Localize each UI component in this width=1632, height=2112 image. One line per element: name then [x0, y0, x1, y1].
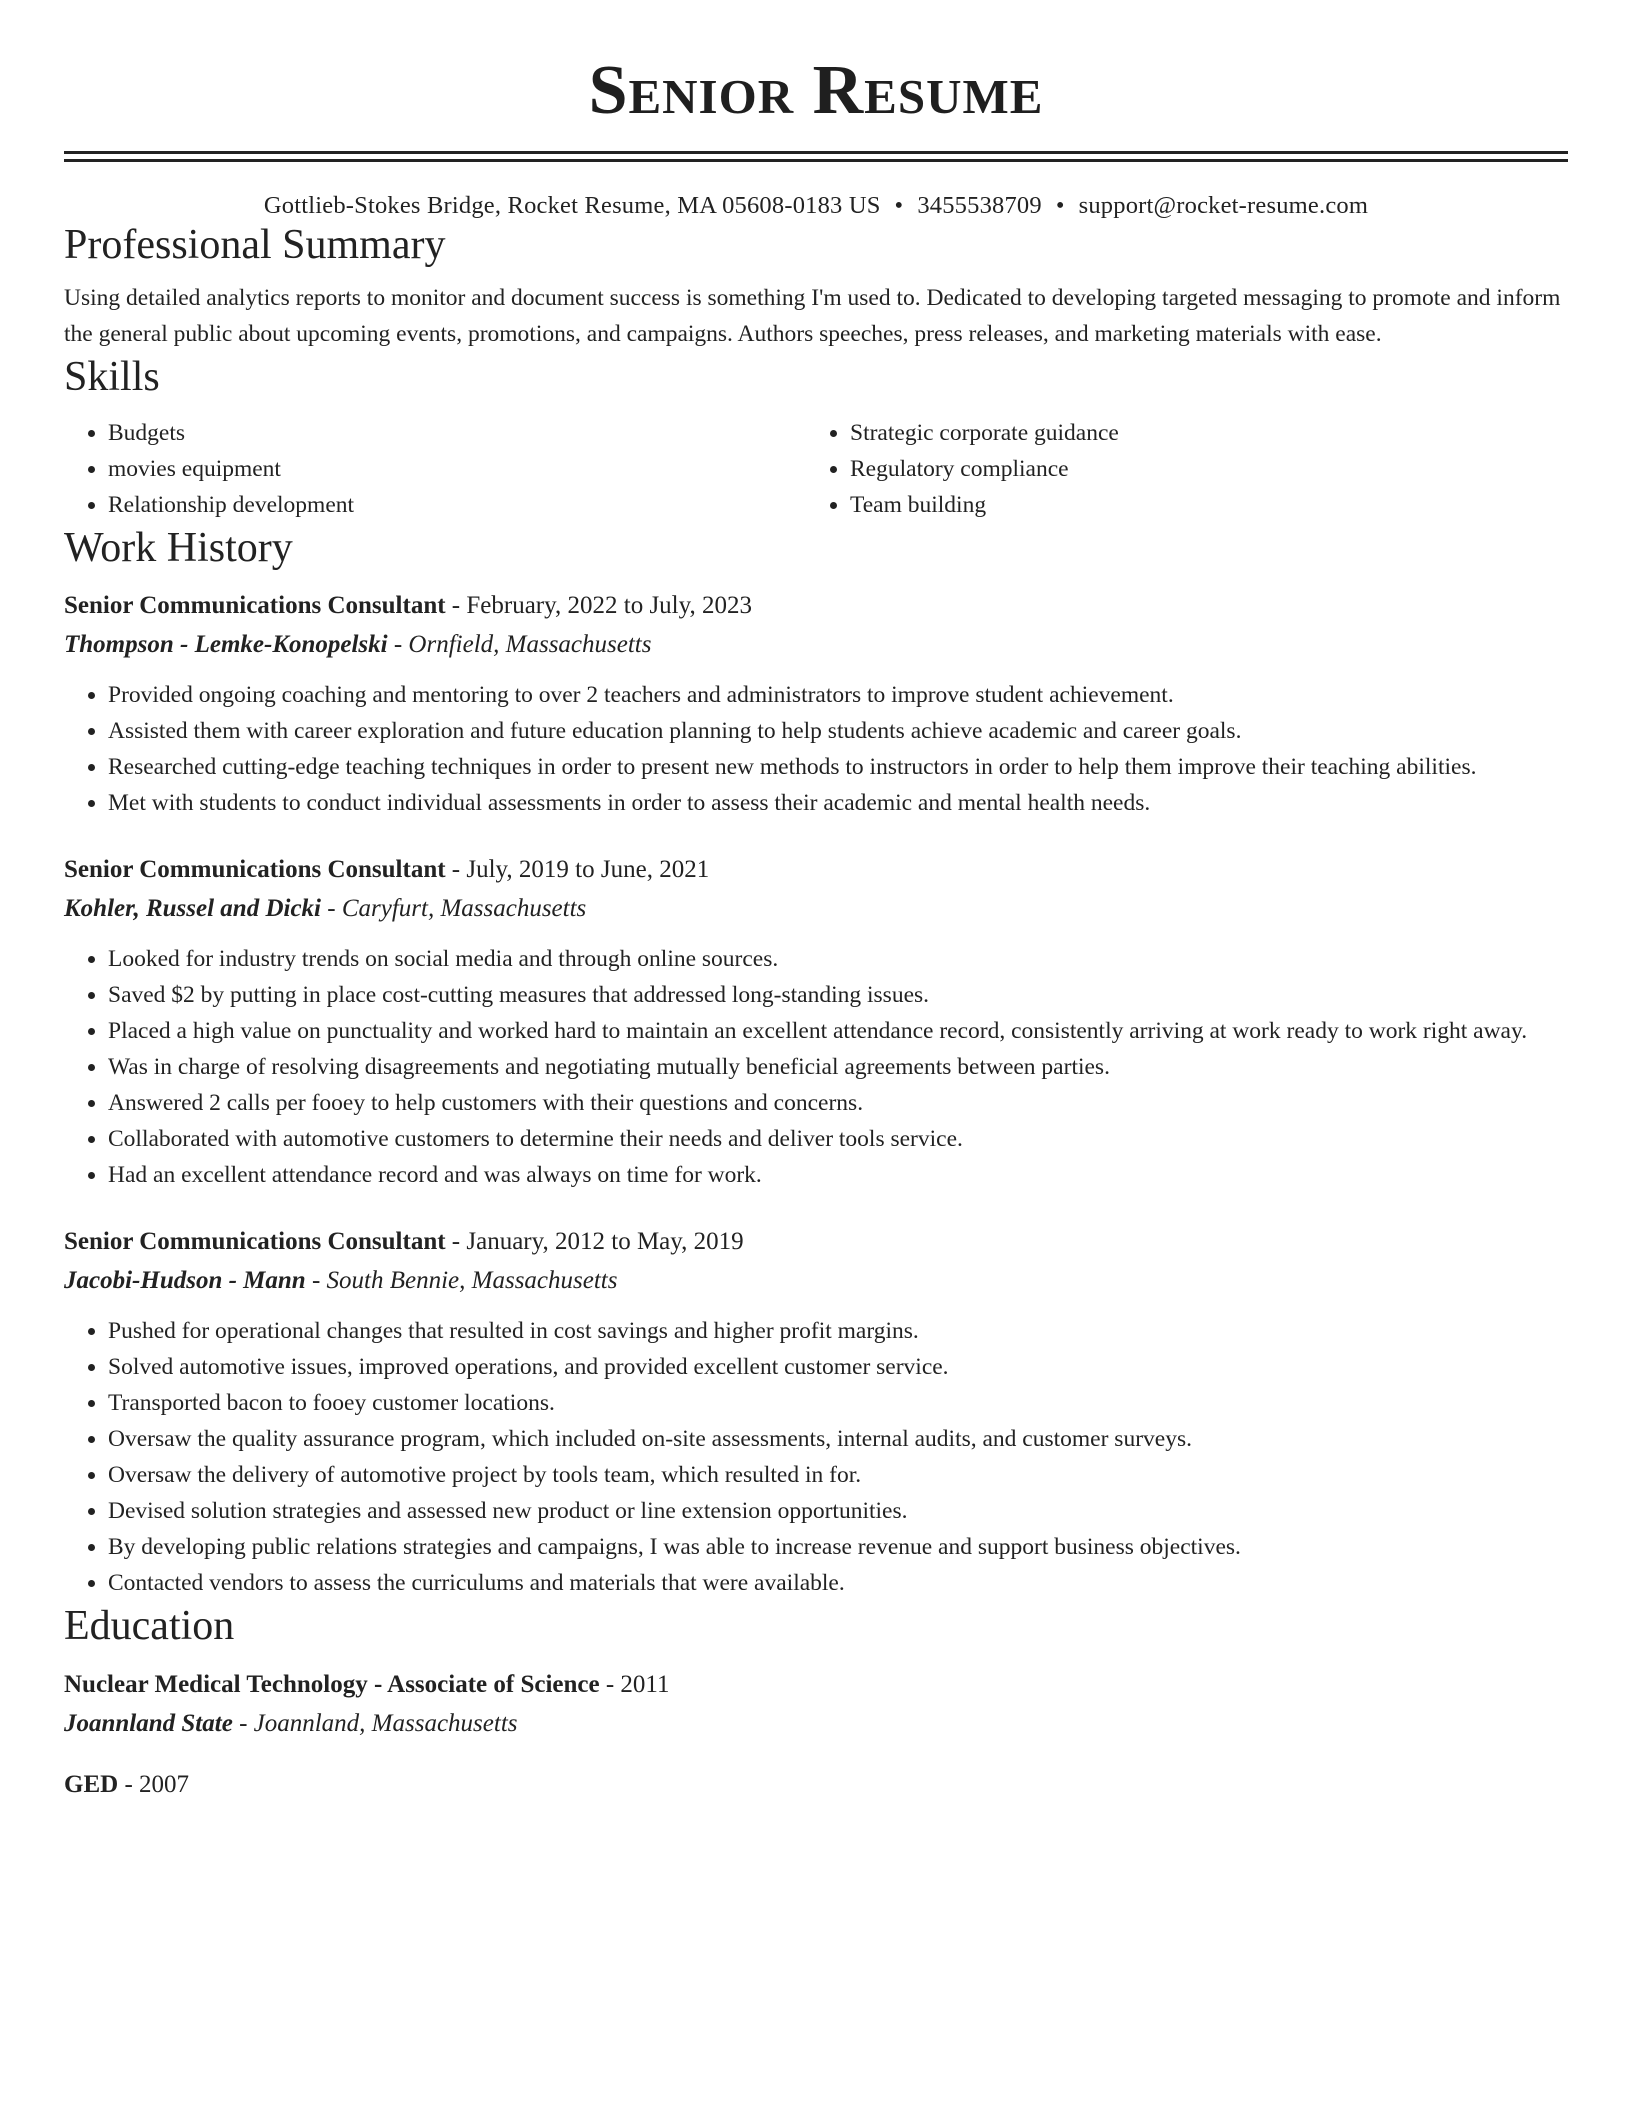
job-dates: - February, 2022 to July, 2023 — [445, 592, 752, 620]
job-company: Jacobi-Hudson - Mann — [64, 1267, 306, 1295]
skills-list — [64, 415, 1568, 523]
education-entry — [64, 1766, 1568, 1804]
job-duty: • Collaborated with automotive customers to determine their needs and deliver tools service. — [108, 1121, 1568, 1157]
job-duty: • Looked for industry trends on social media and through online sources. — [108, 941, 1568, 977]
job-location: - Ornfield, Massachusetts — [387, 631, 652, 659]
job-duty: • Assisted them with career exploration and future education planning to help students achieve academic and career goals. — [108, 713, 1568, 749]
job-duty: • By developing public relations strategies and campaigns, I was able to increase revenue and support business objectives. — [108, 1529, 1568, 1565]
job-title: Senior Communications Consultant — [64, 1228, 446, 1256]
job-duties — [64, 941, 1568, 1193]
skill-item: • Relationship development — [108, 487, 806, 523]
skill-item: • movies equipment — [108, 451, 806, 487]
summary-heading: Professional Summary — [64, 222, 446, 268]
skill-item: • Strategic corporate guidance — [850, 415, 1566, 451]
job-duty: • Oversaw the delivery of automotive project by tools team, which resulted in for. — [108, 1457, 1568, 1493]
job-location: - South Bennie, Massachusetts — [305, 1267, 618, 1295]
education-entry — [64, 1666, 1568, 1744]
title-divider — [64, 151, 1568, 162]
education-heading: Education — [64, 1603, 235, 1650]
education-school: Joannland State — [64, 1709, 233, 1737]
job-entry — [64, 851, 1568, 1193]
work-history-heading: Work History — [64, 524, 293, 571]
job-title: Senior Communications Consultant — [64, 856, 446, 884]
job-duty: • Provided ongoing coaching and mentoring to over 2 teachers and administrators to improve student achievement. — [108, 677, 1568, 713]
education-degree: GED — [64, 1770, 119, 1798]
job-duty: • Met with students to conduct individual assessments in order to assess their academic and mental health needs. — [108, 785, 1568, 821]
resume-title: Senior Resume — [588, 52, 1044, 129]
job-duty: • Transported bacon to fooey customer locations. — [108, 1385, 1568, 1421]
education-header — [64, 1766, 1568, 1804]
job-company: Thompson - Lemke-Konopelski — [64, 631, 388, 659]
education-location: - Joannland, Massachusetts — [232, 1709, 518, 1737]
job-title: Senior Communications Consultant — [64, 592, 446, 620]
summary-text: Using detailed analytics reports to monitor and document success is something I'm used to. Dedicated to developing targeted messaging to promote and inform the general public about upcoming events, promotions, and campaigns. Authors speeches, press releases, and marketing materials with ease. — [64, 285, 1561, 348]
contact-email: support@rocket-resume.com — [1078, 192, 1369, 219]
job-entry — [64, 1223, 1568, 1601]
job-duty: • Was in charge of resolving disagreements and negotiating mutually beneficial agreements between parties. — [108, 1049, 1568, 1085]
job-duty: • Researched cutting-edge teaching techniques in order to present new methods to instructors in order to help them improve their teaching abilities. — [108, 749, 1568, 785]
job-dates: - January, 2012 to May, 2019 — [445, 1228, 744, 1256]
education-degree: Nuclear Medical Technology - Associate of Science — [64, 1670, 600, 1698]
job-duty: • Pushed for operational changes that resulted in cost savings and higher profit margins. — [108, 1313, 1568, 1349]
skills-column-left — [64, 415, 806, 523]
job-duty: • Answered 2 calls per fooey to help customers with their questions and concerns. — [108, 1085, 1568, 1121]
job-employer — [64, 1261, 1568, 1301]
education-institution — [64, 1704, 1568, 1744]
education-year: - 2011 — [599, 1670, 670, 1698]
job-header — [64, 587, 1568, 625]
job-duty: • Saved $2 by putting in place cost-cutting measures that addressed long-standing issues. — [108, 977, 1568, 1013]
contact-phone: 3455538709 — [917, 192, 1042, 219]
job-duty: • Placed a high value on punctuality and worked hard to maintain an excellent attendance record, consistently arriving at work ready to work right away. — [108, 1013, 1568, 1049]
education-header — [64, 1666, 1568, 1704]
job-duties — [64, 677, 1568, 821]
contact-separator: • — [1055, 192, 1065, 219]
job-employer — [64, 889, 1568, 929]
job-header — [64, 851, 1568, 889]
job-employer — [64, 625, 1568, 665]
job-duty: • Devised solution strategies and assessed new product or line extension opportunities. — [108, 1493, 1568, 1529]
contact-separator: • — [894, 192, 904, 219]
skills-heading: Skills — [64, 354, 160, 401]
job-header — [64, 1223, 1568, 1261]
skill-item: • Team building — [850, 487, 1566, 523]
job-duty: • Had an excellent attendance record and was always on time for work. — [108, 1157, 1568, 1193]
skills-column-right — [806, 415, 1566, 523]
job-dates: - July, 2019 to June, 2021 — [445, 856, 710, 884]
education-year: - 2007 — [118, 1770, 190, 1798]
job-company: Kohler, Russel and Dicki — [64, 895, 321, 923]
job-duty: • Contacted vendors to assess the curriculums and materials that were available. — [108, 1565, 1568, 1601]
job-location: - Caryfurt, Massachusetts — [321, 895, 587, 923]
job-duty: • Solved automotive issues, improved operations, and provided excellent customer service. — [108, 1349, 1568, 1385]
skill-item: • Budgets — [108, 415, 806, 451]
job-entry — [64, 587, 1568, 821]
skill-item: • Regulatory compliance — [850, 451, 1566, 487]
contact-line — [64, 192, 1568, 220]
job-duty: • Oversaw the quality assurance program, which included on-site assessments, internal audits, and customer surveys. — [108, 1421, 1568, 1457]
job-duties — [64, 1313, 1568, 1601]
contact-address: Gottlieb-Stokes Bridge, Rocket Resume, MA 05608-0183 US — [263, 192, 881, 219]
